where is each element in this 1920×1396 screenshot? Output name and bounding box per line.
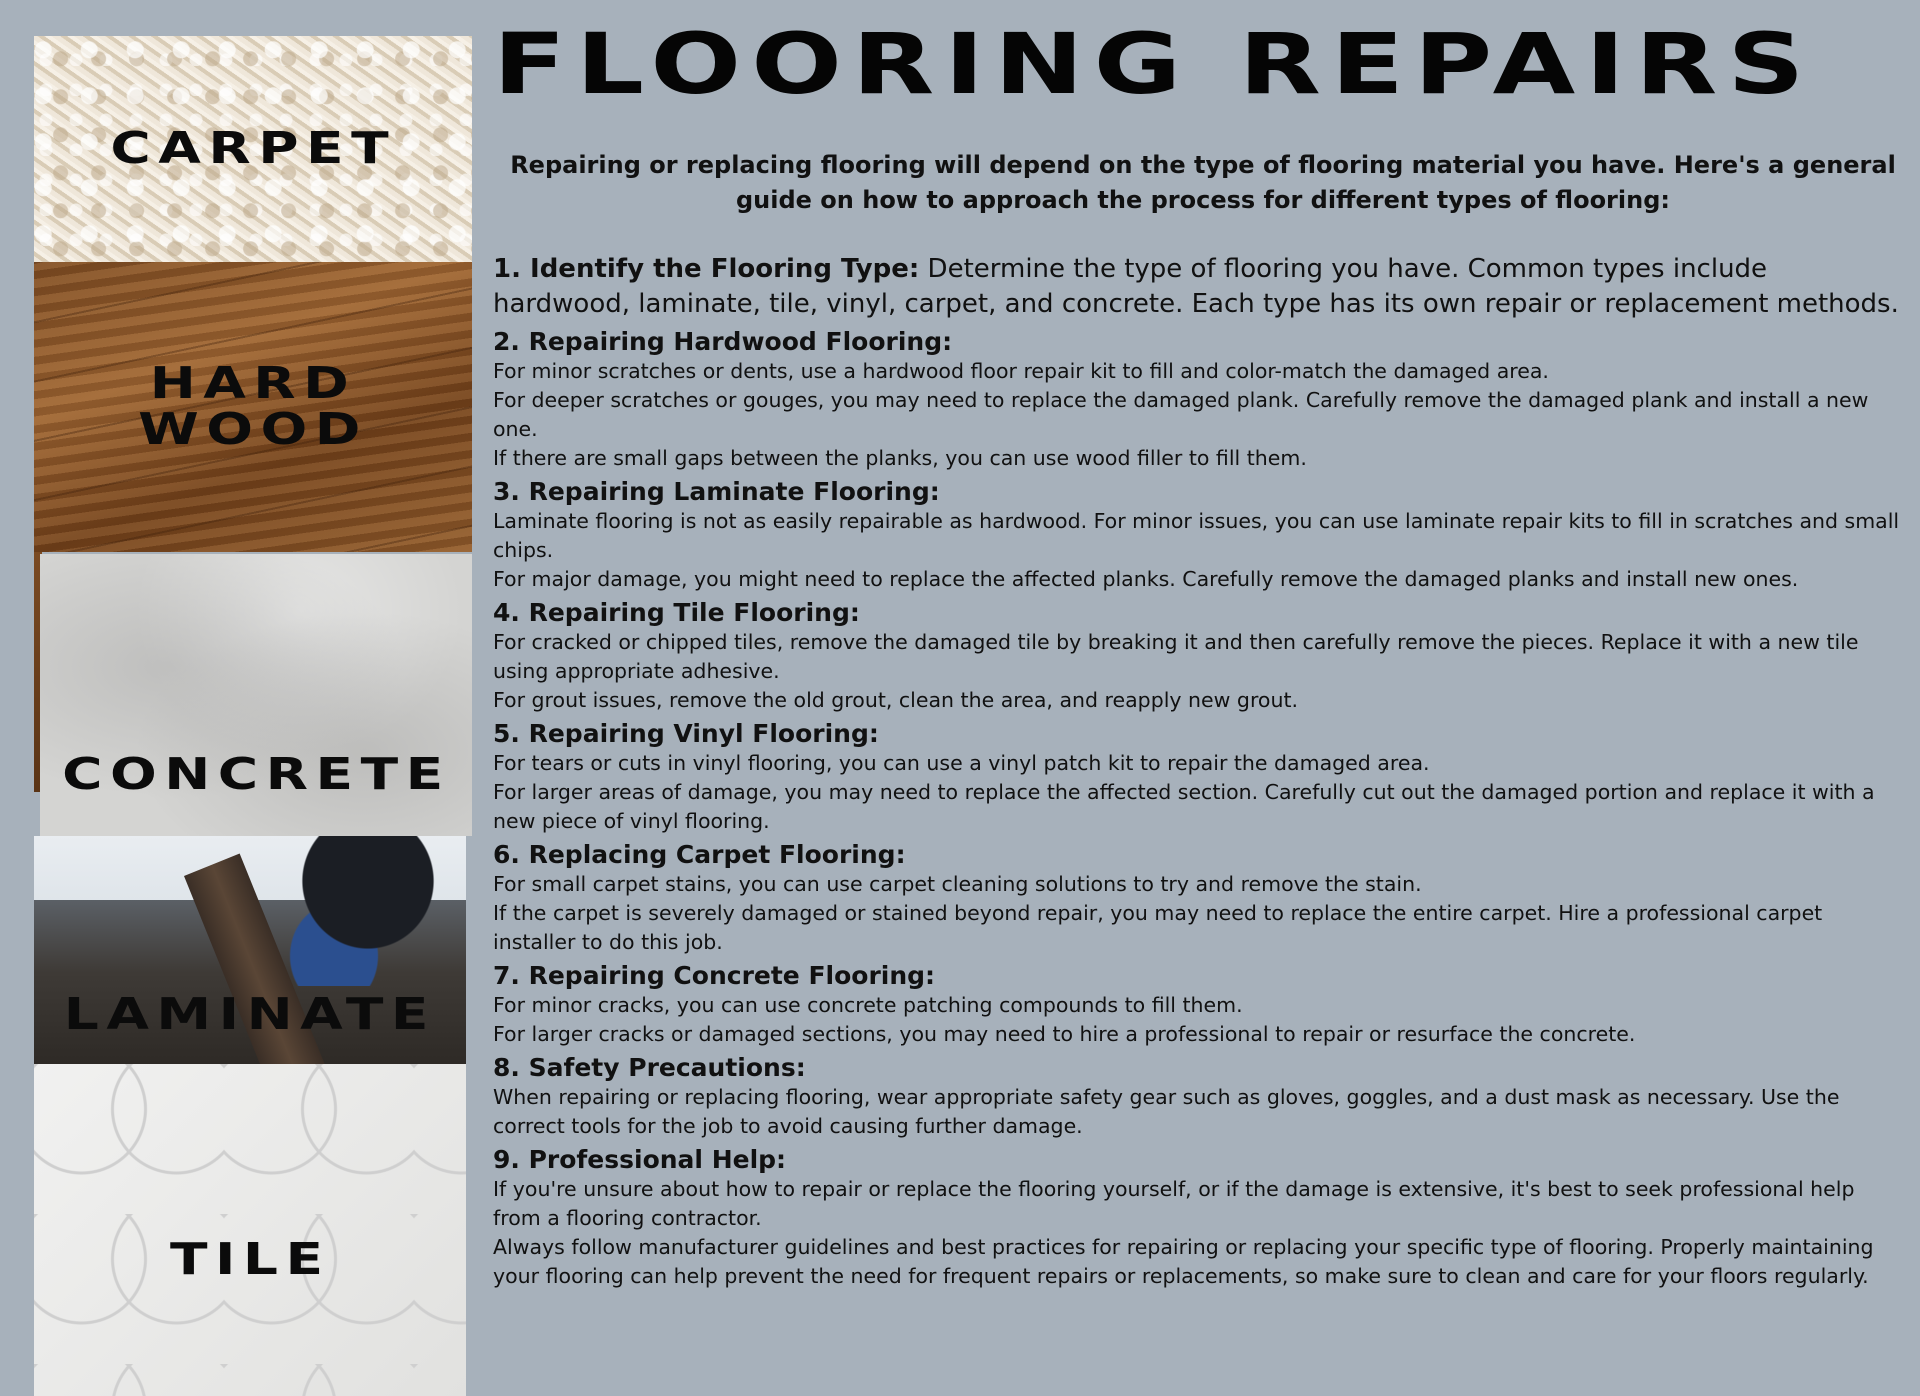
section-paragraph: For cracked or chipped tiles, remove the damaged tile by breaking it and then carefully remove the pieces. Replace it with a new tile using appropriate adhesive.: [493, 630, 1859, 683]
section-paragraph: If there are small gaps between the planks, you can use wood filler to fill them.: [493, 446, 1307, 470]
section-paragraph: If you're unsure about how to repair or replace the flooring yourself, or if the damage is extensive, it's best to seek professional help from a flooring contractor.: [493, 1177, 1855, 1230]
section: [493, 597, 1903, 715]
concrete-label: CONCRETE: [61, 748, 451, 800]
section: [493, 1052, 1903, 1141]
main-content: [493, 15, 1903, 1294]
section-paragraph: For larger areas of damage, you may need to replace the affected section. Carefully cut out the damaged portion and replace it with a new piece of vinyl flooring.: [493, 780, 1875, 833]
section-heading: 1. Identify the Flooring Type:: [493, 254, 920, 284]
section: [493, 960, 1903, 1049]
carpet-label: CARPET: [110, 122, 396, 174]
section: [493, 476, 1903, 594]
section-heading: 8. Safety Precautions:: [493, 1053, 806, 1082]
section-heading: 4. Repairing Tile Flooring:: [493, 598, 860, 627]
section-paragraph: Laminate flooring is not as easily repairable as hardwood. For minor issues, you can use laminate repair kits to fill in scratches and small chips.: [493, 509, 1900, 562]
section-paragraph: For deeper scratches or gouges, you may need to replace the damaged plank. Carefully remove the damaged plank and install a new one.: [493, 388, 1869, 441]
section-paragraph: For minor scratches or dents, use a hardwood floor repair kit to fill and color-match the damaged area.: [493, 359, 1549, 383]
concrete-image-panel: [40, 554, 472, 836]
section-heading: 6. Replacing Carpet Flooring:: [493, 840, 906, 869]
hardwood-image-panel: [34, 262, 472, 552]
carpet-image-panel: [34, 36, 472, 262]
sections-list: [493, 326, 1903, 1291]
section-heading: 7. Repairing Concrete Flooring:: [493, 961, 936, 990]
tile-label: TILE: [169, 1233, 331, 1285]
section-paragraph: For small carpet stains, you can use carpet cleaning solutions to try and remove the stain.: [493, 872, 1422, 896]
section-heading: 3. Repairing Laminate Flooring:: [493, 477, 940, 506]
section-heading: 5. Repairing Vinyl Flooring:: [493, 719, 879, 748]
section: [493, 718, 1903, 836]
section: [493, 839, 1903, 957]
section-text: Determine the type of flooring you have. Common types include hardwood, laminate, tile, vinyl, carpet, and concrete. Each type has its own repair or replacement methods.: [493, 254, 1899, 319]
hardwood-label: HARD WOOD: [138, 357, 368, 455]
tile-image-panel: [34, 1064, 466, 1396]
section-identify-type: [493, 252, 1903, 322]
section-paragraph: Always follow manufacturer guidelines and best practices for repairing or replacing your specific type of flooring. Properly maintaining your flooring can help prevent the need for frequent repairs or replacements, so make sure to clean and care for your floors regularly.: [493, 1235, 1874, 1288]
laminate-label: LAMINATE: [63, 988, 437, 1040]
section-paragraph: For larger cracks or damaged sections, you may need to hire a professional to repair or resurface the concrete.: [493, 1022, 1636, 1046]
section-paragraph: For grout issues, remove the old grout, clean the area, and reapply new grout.: [493, 688, 1299, 712]
installer-figure-graphic: [266, 836, 436, 986]
laminate-image-panel: [34, 836, 466, 1064]
section-paragraph: When repairing or replacing flooring, wear appropriate safety gear such as gloves, goggles, and a dust mask as necessary. Use the correct tools for the job to avoid causing further damage.: [493, 1085, 1840, 1138]
section-paragraph: For major damage, you might need to replace the affected planks. Carefully remove the damaged planks and install new ones.: [493, 567, 1799, 591]
section: [493, 1144, 1903, 1291]
section-heading: 2. Repairing Hardwood Flooring:: [493, 327, 953, 356]
page-title: FLOORING REPAIRS: [493, 15, 1815, 113]
section-paragraph: For tears or cuts in vinyl flooring, you can use a vinyl patch kit to repair the damaged area.: [493, 751, 1430, 775]
section-paragraph: For minor cracks, you can use concrete patching compounds to fill them.: [493, 993, 1243, 1017]
intro-text: Repairing or replacing flooring will depend on the type of flooring material you have. Here's a general guide on how to approach the process for different types of flooring:: [510, 151, 1896, 214]
section-paragraph: If the carpet is severely damaged or stained beyond repair, you may need to replace the entire carpet. Hire a professional carpet installer to do this job.: [493, 901, 1823, 954]
section-heading: 9. Professional Help:: [493, 1145, 787, 1174]
section: [493, 326, 1903, 473]
